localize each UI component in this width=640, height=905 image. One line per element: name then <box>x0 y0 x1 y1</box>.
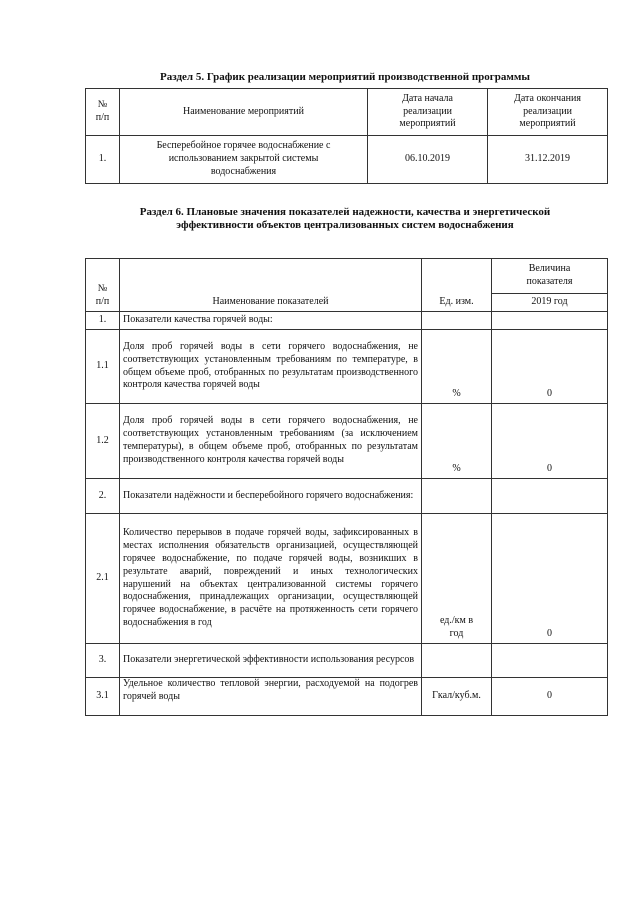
row-unit <box>422 479 492 514</box>
row-name-line: водоснабжения <box>210 165 277 177</box>
row-name: Количество перерывов в подаче горячей воды, зафиксированных в местах исполнения обязательств организацией, осуществляющей горячее водоснабжение, по подаче горячей воды, возникших в результате аварий, повреждений и иных технологических нарушений на объектах централизованной системы горячего водоснабжения, принадлежащих организации, осуществляющей горячее водоснабжение, в расчёте на протяженность сети горячего водоснабжения в год <box>120 514 422 644</box>
row-num: 1.1 <box>86 330 120 404</box>
row-unit <box>422 312 492 330</box>
header-value-line: Величина <box>528 263 571 275</box>
section6-title-line: Раздел 6. Плановые значения показателей надежности, качества и энергетической <box>139 206 551 218</box>
header-end-line: Дата окончания <box>514 92 581 104</box>
row-unit: Гкал/куб.м. <box>422 678 492 716</box>
section6-header-row <box>86 259 608 294</box>
row-name: Доля проб горячей воды в сети горячего водоснабжения, не соответствующих установленным требованиям (за исключением температуры), в общем объеме проб, отобранных по результатам производственного контроля качества горячей воды <box>120 404 422 479</box>
table-row <box>86 404 608 479</box>
header-end-line: мероприятий <box>519 118 576 130</box>
row-value: 0 <box>492 514 608 644</box>
row-start-date: 06.10.2019 <box>368 136 488 184</box>
row-end-date: 31.12.2019 <box>488 136 608 184</box>
section6-table <box>85 258 608 716</box>
section6-header-unit: Ед. изм. <box>422 259 492 312</box>
row-name <box>120 136 368 184</box>
section6-header-name: Наименование показателей <box>120 259 422 312</box>
row-unit: % <box>422 404 492 479</box>
header-start-line: реализации <box>403 105 452 117</box>
table-row <box>86 644 608 678</box>
row-value: 0 <box>492 404 608 479</box>
row-unit: % <box>422 330 492 404</box>
table-row <box>86 678 608 716</box>
row-unit-line: ед./км в <box>439 615 474 627</box>
row-num: 2. <box>86 479 120 514</box>
row-num: 1. <box>86 136 120 184</box>
row-value: 0 <box>492 678 608 716</box>
table-row <box>86 136 608 184</box>
header-start-line: Дата начала <box>402 92 453 104</box>
header-end-line: реализации <box>523 105 572 117</box>
row-value: 0 <box>492 330 608 404</box>
section5-header-name: Наименование мероприятий <box>120 89 368 136</box>
header-num-line: № <box>97 283 108 295</box>
row-value <box>492 644 608 678</box>
row-name: Показатели качества горячей воды: <box>120 312 422 330</box>
row-name: Удельное количество тепловой энергии, расходуемой на подогрев горячей воды <box>120 678 422 716</box>
section5-title: Раздел 5. График реализации мероприятий производственной программы <box>160 71 530 83</box>
header-value-line: показателя <box>526 276 573 287</box>
table-row <box>86 479 608 514</box>
row-value <box>492 312 608 330</box>
section5-header-start <box>368 89 488 136</box>
table-row <box>86 514 608 644</box>
table-row <box>86 312 608 330</box>
header-start-line: мероприятий <box>399 118 456 130</box>
section6-header-value <box>492 259 608 294</box>
section6-header-num <box>86 259 120 312</box>
row-num: 3.1 <box>86 678 120 716</box>
row-name: Показатели надёжности и бесперебойного горячего водоснабжения: <box>120 479 422 514</box>
section5-header-num <box>86 89 120 136</box>
row-name-line: Бесперебойное горячее водоснабжение с <box>156 140 331 152</box>
table-row <box>86 330 608 404</box>
section5-table <box>85 88 608 184</box>
row-name: Доля проб горячей воды в сети горячего водоснабжения, не соответствующих установленным требованиям по температуре, в общем объеме проб, отобранных по результатам производственного контроля качества горячей воды <box>120 330 422 404</box>
header-num-line: п/п <box>95 112 110 123</box>
row-value <box>492 479 608 514</box>
row-num: 1. <box>86 312 120 330</box>
row-name-line: использованием закрытой системы <box>168 153 319 165</box>
section6-header-year: 2019 год <box>492 294 608 312</box>
row-name: Показатели энергетической эффективности использования ресурсов <box>120 644 422 678</box>
row-num: 2.1 <box>86 514 120 644</box>
row-unit <box>422 514 492 644</box>
row-num: 1.2 <box>86 404 120 479</box>
section5-header-end <box>488 89 608 136</box>
row-unit <box>422 644 492 678</box>
section6-title <box>84 206 606 232</box>
row-unit-line: год <box>449 628 464 640</box>
row-num: 3. <box>86 644 120 678</box>
section5-header-row <box>86 89 608 136</box>
header-num-line: п/п <box>95 296 110 308</box>
header-num-line: № <box>97 99 108 111</box>
section6-title-line: эффективности объектов централизованных систем водоснабжения <box>176 219 514 231</box>
